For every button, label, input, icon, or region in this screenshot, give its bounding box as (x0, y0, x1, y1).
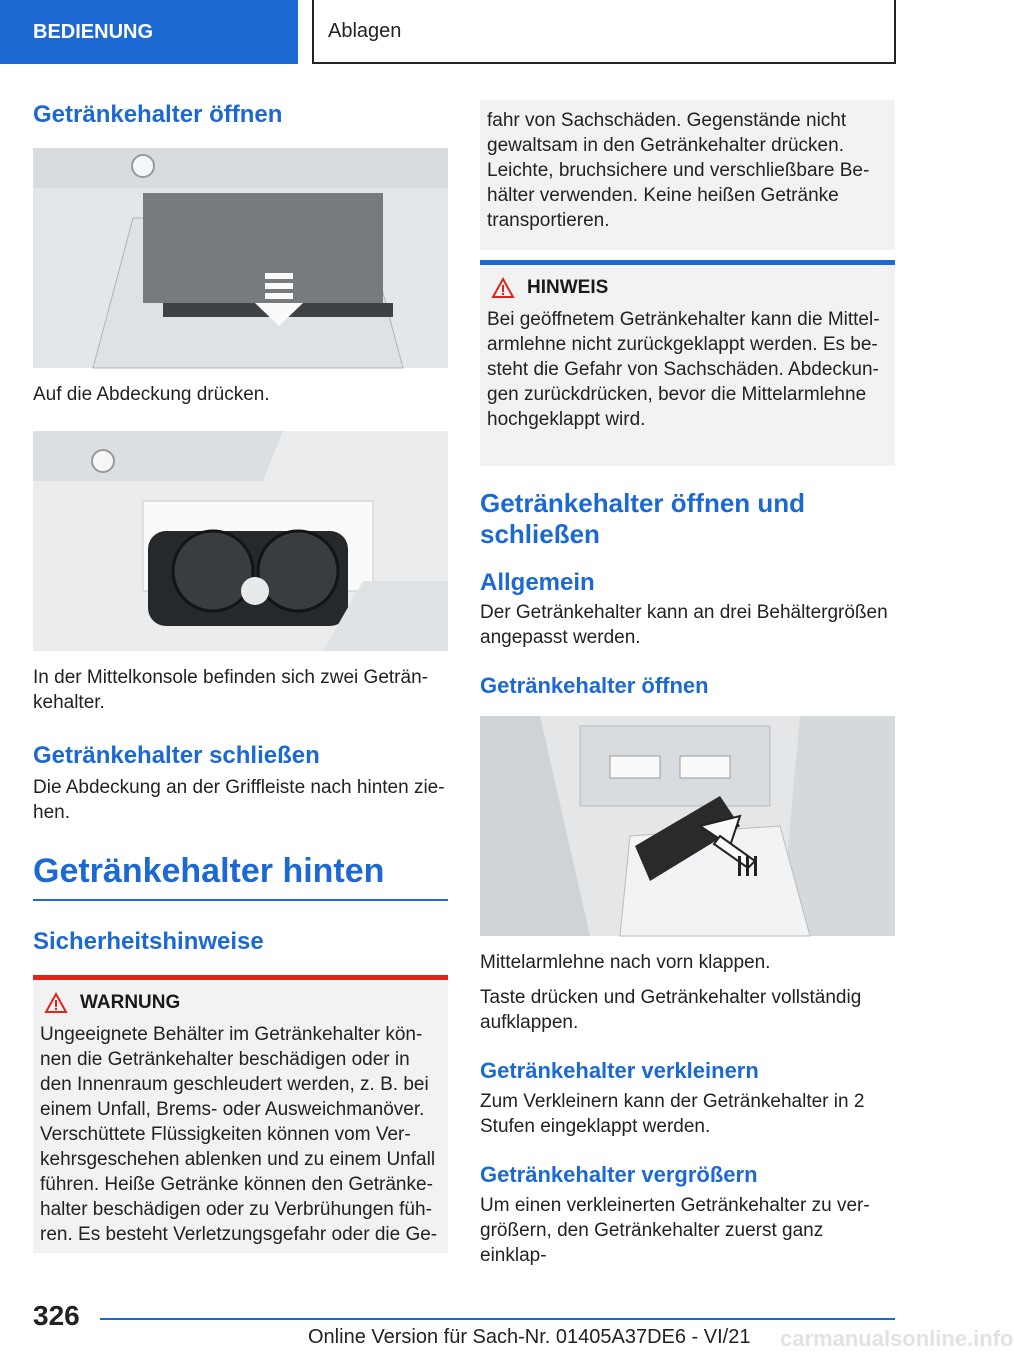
warning-header: WARNUNG (44, 992, 441, 1014)
notice-box (480, 260, 895, 466)
heading-open: Getränkehalter öffnen (33, 101, 283, 128)
caption-press-cover: Auf die Abdeckung drücken. (33, 384, 270, 405)
warning-text: Ungeeignete Behälter im Getränkehalter kön-nen die Getränkehalter beschädigen oder in den Innenraum geschleudert werden, z. B. bei einem Unfall, Brems- oder Ausweichmanöver. Verschüttete Flüssigkeiten können vom Ver-kehrsgeschehen ablenken und zu einem Unfall führen. Heiße Getränke können den Getränke-halter beschädigen oder zu Verbrühungen füh-ren. Es besteht Verletzungsgefahr oder die Ge- (40, 1024, 438, 1245)
close-text: Die Abdeckung an der Griffleiste nach hinten zie-hen. (33, 777, 445, 823)
caption-armrest: Mittelarmlehne nach vorn klappen. (480, 952, 771, 973)
heading-open-close: Getränkehalter öffnen und schließen (480, 488, 806, 549)
heading-general: Allgemein (480, 569, 595, 596)
heading-rule (33, 899, 448, 901)
warning-continued-text: fahr von Sachschäden. Gegenstände nicht gewaltsam in den Getränkehalter drücken. Leichte, bruchsichere und verschließbare Be-hälter verwenden. Keine heißen Getränke transportieren. (487, 110, 870, 231)
watermark: carmanualsonline.info (780, 1326, 1014, 1351)
heading-open-rear: Getränkehalter öffnen (480, 673, 709, 698)
general-text: Der Getränkehalter kann an drei Behältergrößen angepasst werden. (480, 602, 888, 648)
smaller-text: Zum Verkleinern kann der Getränkehalter in 2 Stufen eingeklappt werden. (480, 1091, 865, 1137)
left-column (33, 100, 448, 1253)
notice-header: HINWEIS (491, 277, 888, 299)
chapter-tab: Ablagen (312, 0, 896, 64)
heading-close: Getränkehalter schließen (33, 742, 320, 769)
heading-bigger: Getränkehalter vergrößern (480, 1162, 758, 1187)
photo-cupholder-cover (33, 148, 448, 368)
heading-rear: Getränkehalter hinten (33, 852, 385, 890)
caption-button: Taste drücken und Getränkehalter vollständig aufklappen. (480, 987, 862, 1033)
notice-text: Bei geöffnetem Getränkehalter kann die Mittel-armlehne nicht zurückgeklappt werden. Es be-steht die Gefahr von Sachschäden. Abdeckun-gen zurückdrücken, bevor die Mittelarmlehne hochgeklappt wird. (487, 309, 880, 430)
warning-triangle-icon (44, 992, 68, 1014)
caption-two-cupholders: In der Mittelkonsole befinden sich zwei Geträn-kehalter. (33, 667, 428, 713)
cupholder-cover-illustration (33, 148, 448, 368)
online-version: Online Version für Sach-Nr. 01405A37DE6 - VI/21 (308, 1326, 751, 1348)
section-tab: BEDIENUNG (0, 0, 298, 64)
page-number: 326 (33, 1300, 80, 1331)
warning-box (33, 975, 448, 1253)
armrest-illustration (480, 716, 895, 936)
two-cupholders-illustration (33, 431, 448, 651)
photo-armrest (480, 716, 895, 936)
heading-smaller: Getränkehalter verkleinern (480, 1058, 759, 1083)
notice-triangle-icon (491, 277, 515, 299)
warning-box-continued (480, 100, 895, 250)
photo-two-cupholders (33, 431, 448, 651)
right-column (480, 100, 895, 1268)
footer-rule (100, 1318, 895, 1320)
heading-safety: Sicherheitshinweise (33, 928, 264, 955)
bigger-text: Um einen verkleinerten Getränkehalter zu ver-größern, den Getränkehalter zuerst ganz einklap- (480, 1195, 870, 1266)
